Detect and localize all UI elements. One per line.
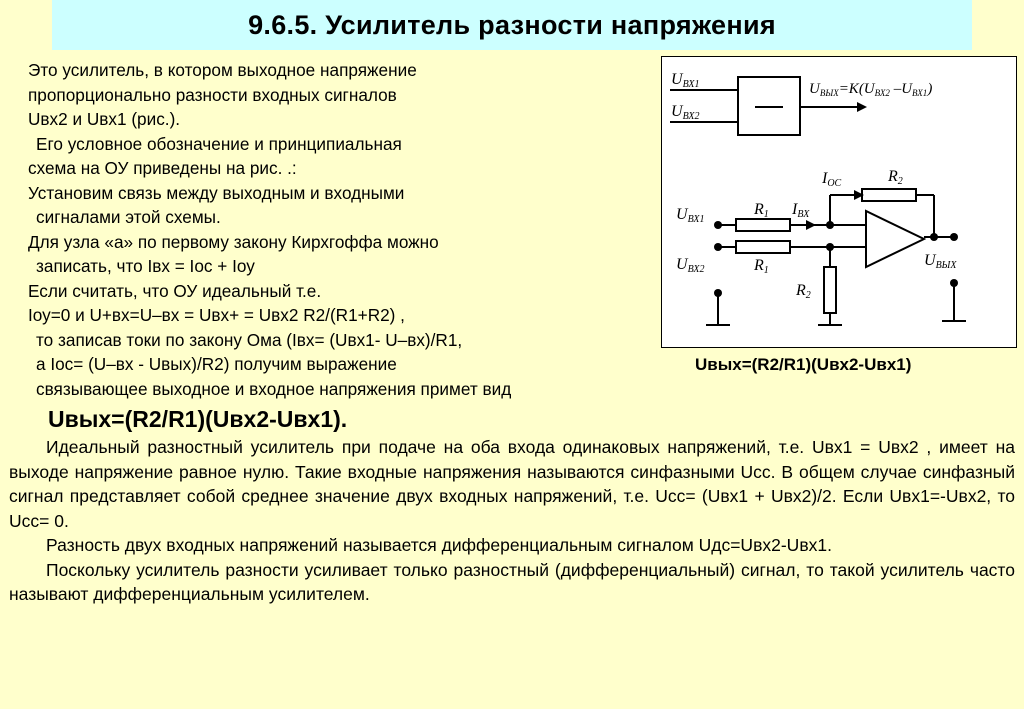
r1-top-label: R1 <box>754 201 769 220</box>
intro-line: пропорционально разности входных сигналов <box>28 84 397 105</box>
intro-line: Это усилитель, в котором выходное напряжение <box>28 60 417 80</box>
uout-label: UВЫХ <box>924 252 957 271</box>
iin-label: IВХ <box>792 201 810 220</box>
intro-line: связывающее выходное и входное напряжения примет вид <box>36 378 512 399</box>
paragraph: Идеальный разностный усилитель при подаче на оба входа одинаковых напряжений, т.е. Uвх1 = Uвх2 , имеет на выходе напряжение равное нулю. Такие входные напряжения называются синфазными Uсс. В общем случае синфазный сигнал представляет собой среднее значение двух входных напряжений, т.е. Uсс= (Uвх1 + Uвх2)/2. Если Uвх1=-Uвх2, то Uсс= 0. <box>9 437 1015 531</box>
resistor-r1-bottom <box>736 241 790 253</box>
intro-line: Установим связь между выходным и входными <box>28 182 405 203</box>
node <box>826 243 834 251</box>
block-output-formula: $U_{ВЫХ}=K(U_{ВХ2}$ $-U_{ВХ1}$) <box>809 81 933 98</box>
intro-line: а Iос= (U–вх - Uвых)/R2) получим выражение <box>36 354 397 374</box>
intro-line: Iоу=0 и U+вх=U–вх = Uвх+ = Uвх2 R2/(R1+R2) , <box>28 305 405 325</box>
circuit-diagram <box>661 56 1017 348</box>
uin2-label: UВХ2 <box>676 256 705 275</box>
r2-bottom-label: R2 <box>796 282 811 301</box>
paragraph: Поскольку усилитель разности усиливает только разностный (дифференциальный) сигнал, то такой усилитель часто называют дифференциальным усилителем. <box>9 559 1015 604</box>
node <box>826 221 834 229</box>
resistor-r2-feedback <box>862 189 916 201</box>
node <box>714 243 722 251</box>
r1-bottom-label: R1 <box>754 257 769 276</box>
diagram-svg <box>662 57 1016 347</box>
node <box>950 233 958 241</box>
node <box>930 233 938 241</box>
block-in2-label: UВХ2 <box>671 103 700 122</box>
intro-line: Если считать, что ОУ идеальный т.е. <box>28 280 322 301</box>
intro-text <box>28 58 668 401</box>
node <box>714 289 722 297</box>
resistor-r2-ground <box>824 267 836 313</box>
diagram-caption: Uвых=(R2/R1)(Uвх2-Uвх1) <box>695 355 912 374</box>
intro-line: то записав токи по закону Ома (Iвх= (Uвх1- U–вх)/R1, <box>36 329 463 350</box>
intro-line: записать, что Iвх = Iос + Iоу <box>36 256 255 276</box>
ioc-label: IОС <box>822 170 842 189</box>
intro-line: Для узла «а» по первому закону Кирхгоффа можно <box>28 231 439 252</box>
op-amp-triangle <box>866 211 924 267</box>
page-title: 9.6.5. Усилитель разности напряжения <box>248 10 776 40</box>
paragraph: Разность двух входных напряжений называется дифференциальным сигналом Uдс=Uвх2-Uвх1. <box>46 535 832 555</box>
node <box>714 221 722 229</box>
uin1-label: UВХ1 <box>676 206 705 225</box>
block-output-arrow <box>857 102 867 112</box>
intro-line: Uвх2 и Uвх1 (рис.). <box>28 109 181 129</box>
iin-arrow <box>806 220 816 230</box>
r2-top-label: R2 <box>888 168 903 187</box>
intro-line: схема на ОУ приведены на рис. .: <box>28 158 297 178</box>
resistor-r1-top <box>736 219 790 231</box>
node <box>950 279 958 287</box>
body-text <box>9 435 1015 607</box>
intro-line: Его условное обозначение и принципиальная <box>36 133 402 154</box>
block-in1-label: UВХ1 <box>671 71 700 90</box>
main-formula: Uвых=(R2/R1)(Uвх2-Uвх1). <box>48 406 348 432</box>
intro-line: сигналами этой схемы. <box>36 207 221 227</box>
title-bar <box>52 0 972 50</box>
